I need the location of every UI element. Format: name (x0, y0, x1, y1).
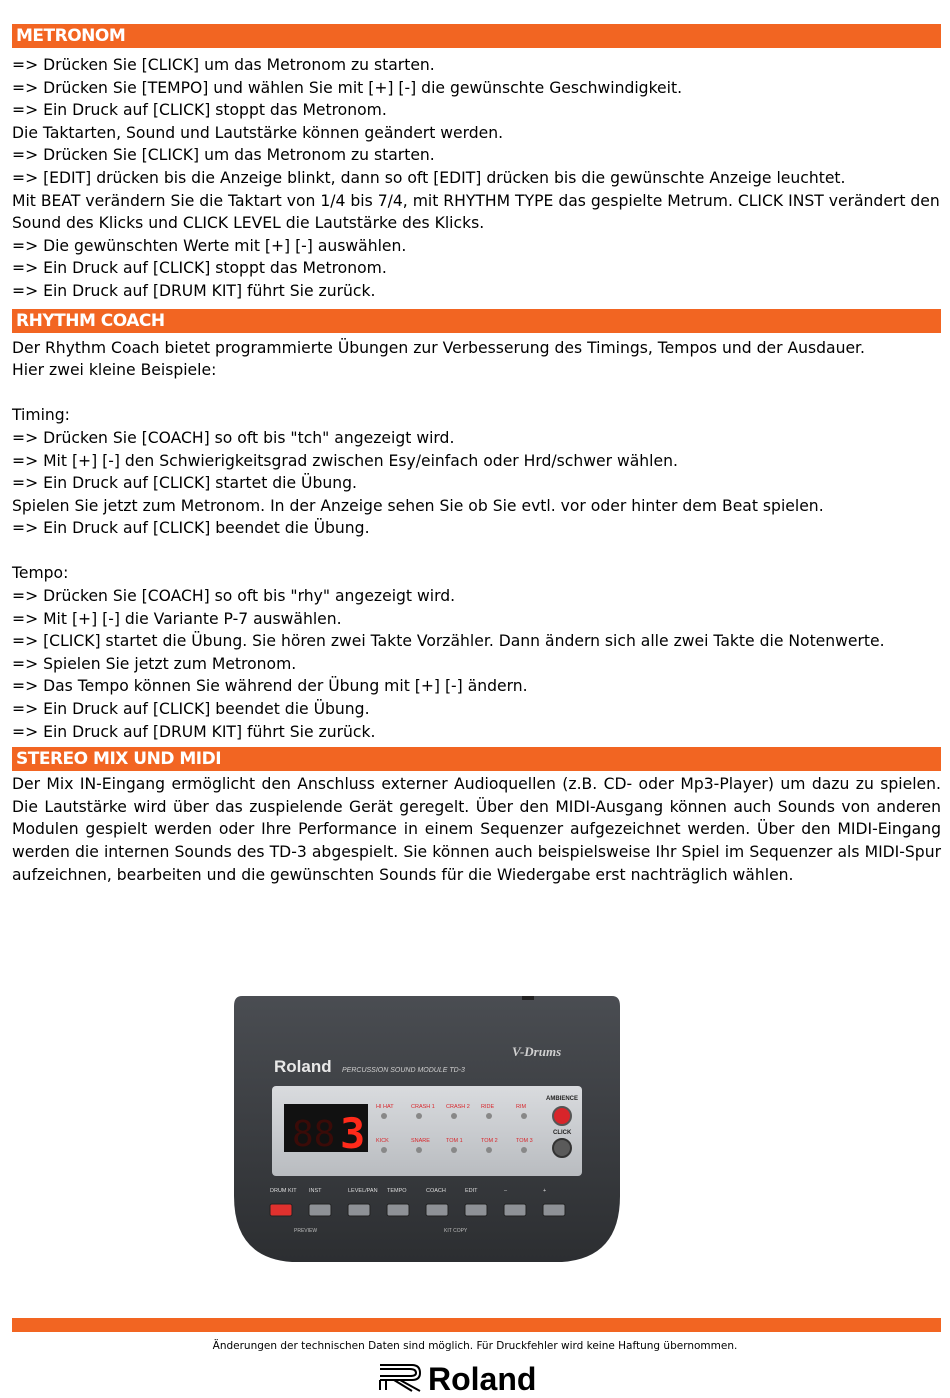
metronom-line: => Ein Druck auf [CLICK] stoppt das Metronom. (12, 259, 387, 278)
tempo-line: => Ein Druck auf [CLICK] beendet die Übung. (12, 700, 370, 719)
roland-logo (376, 1360, 576, 1394)
rhythm-intro-1: Der Rhythm Coach bietet programmierte Übungen zur Verbesserung des Timings, Tempos und der Ausdauer. (12, 338, 865, 357)
section-title-rhythm-coach: RHYTHM COACH (12, 309, 941, 333)
tempo-justified-line: => [CLICK] startet die Übung. Sie hören zwei Takte Vorzähler. Dann ändern sich alle zwei Takte die Notenwerte. (12, 632, 885, 651)
pad-led (486, 1147, 492, 1153)
tempo-line: => Das Tempo können Sie während der Übung mit [+] [-] ändern. (12, 677, 528, 696)
rhythm-intro-2: Hier zwei kleine Beispiele: (12, 361, 217, 380)
stereo-paragraph: Der Mix IN-Eingang ermöglicht den Anschluss externer Audioquellen (z.B. CD- oder Mp3-Player) um dazu zu spielen. Die Lautstärke wird über das zuspielende Gerät geregelt. Über den MIDI-Ausgang können auch Sounds von anderen Modulen gespielt werden oder Ihre Performance in einem Sequenzer aufgezeichnet werden. Über den MIDI-Eingang werden die internen Sounds des TD-3 abgespielt. Sie können auch beispielsweise Ihr Spiel im Sequenzer als MIDI-Spur aufzeichnen, bearbeiten und die gewünschten Sounds für die Wiedergabe erst nachträglich wählen. (12, 775, 941, 884)
device-button-label: EDIT (465, 1188, 478, 1194)
tempo-line: => Ein Druck auf [DRUM KIT] führt Sie zurück. (12, 722, 376, 741)
device-button (504, 1204, 526, 1216)
device-button-label: TEMPO (387, 1188, 407, 1194)
metronom-line: => Die gewünschten Werte mit [+] [-] auswählen. (12, 236, 407, 255)
pad-label: TOM 1 (446, 1138, 463, 1144)
metronom-lines (12, 54, 941, 190)
metronom-paragraph: Mit BEAT verändern Sie die Taktart von 1/4 bis 7/4, mit RHYTHM TYPE das gespielte Metrum. CLICK INST verändert den Sound des Klicks und CLICK LEVEL die Lautstärke des Klicks. (12, 191, 940, 233)
ambience-label: AMBIENCE (546, 1096, 579, 1102)
metronom-section (12, 24, 941, 303)
tempo-lines-b (12, 653, 941, 743)
pad-led (521, 1113, 527, 1119)
device-badge: V-Drums (512, 1044, 562, 1059)
pad-led (416, 1147, 422, 1153)
device-button (543, 1204, 565, 1216)
device-button-label: INST (309, 1188, 322, 1194)
pad-label: TOM 3 (516, 1138, 533, 1144)
section-title-metronom: METRONOM (12, 24, 941, 48)
timing-lines (12, 427, 941, 540)
section-title-stereo-mix: STEREO MIX UND MIDI (12, 747, 941, 771)
stereo-mix-section (12, 747, 941, 886)
footer-bar (12, 1318, 941, 1332)
metronom-line: => Drücken Sie [CLICK] um das Metronom zu starten. (12, 56, 435, 74)
device-button-label: LEVEL/PAN (348, 1188, 378, 1194)
tempo-lines-a (12, 585, 941, 630)
pad-led (416, 1113, 422, 1119)
tempo-heading: Tempo: (12, 564, 69, 583)
metronom-line: => Drücken Sie [TEMPO] und wählen Sie mit [+] [-] die gewünschte Geschwindigkeit. (12, 78, 683, 97)
timing-line: Spielen Sie jetzt zum Metronom. In der Anzeige sehen Sie ob Sie evtl. vor oder hinter dem Beat spielen. (12, 496, 824, 515)
pad-label: RIM (516, 1104, 527, 1110)
tempo-line: => Drücken Sie [COACH] so oft bis "rhy" angezeigt wird. (12, 587, 456, 606)
device-button-label: + (543, 1188, 547, 1194)
device-brand: Roland (274, 1057, 332, 1076)
device-button (348, 1204, 370, 1216)
tempo-line: => Spielen Sie jetzt zum Metronom. (12, 654, 297, 673)
roland-logo-text: Roland (428, 1361, 537, 1394)
kit-copy-label: KIT COPY (444, 1228, 468, 1234)
metronom-line: => Drücken Sie [CLICK] um das Metronom zu starten. (12, 146, 435, 165)
device-button (309, 1204, 331, 1216)
pad-led (451, 1113, 457, 1119)
device-button-label: COACH (426, 1188, 446, 1194)
device-button-label: DRUM KIT (270, 1188, 297, 1194)
device-button-label: – (504, 1188, 508, 1194)
metronom-line: Die Taktarten, Sound und Lautstärke können geändert werden. (12, 123, 504, 142)
device-button (270, 1204, 292, 1216)
metronom-line: => Ein Druck auf [DRUM KIT] führt Sie zurück. (12, 281, 376, 300)
metronom-lines-2 (12, 235, 941, 303)
timing-line: => Drücken Sie [COACH] so oft bis "tch" angezeigt wird. (12, 428, 455, 447)
device-display: 3 (340, 1109, 366, 1158)
click-label: CLICK (553, 1130, 572, 1136)
preview-label: PREVIEW (294, 1228, 318, 1234)
td3-module-image (232, 996, 622, 1266)
pad-led (486, 1113, 492, 1119)
document-page (12, 24, 941, 886)
pad-label: RIDE (481, 1104, 495, 1110)
pad-led (381, 1147, 387, 1153)
pad-label: HI HAT (376, 1104, 394, 1110)
device-button (387, 1204, 409, 1216)
tempo-line: => Mit [+] [-] die Variante P-7 auswählen. (12, 609, 342, 628)
pad-label: CRASH 2 (446, 1104, 470, 1110)
footer-note: Änderungen der technischen Daten sind möglich. Für Druckfehler wird keine Haftung übernommen. (212, 1340, 738, 1352)
pad-led (451, 1147, 457, 1153)
rhythm-coach-section (12, 309, 941, 744)
metronom-line: => [EDIT] drücken bis die Anzeige blinkt, dann so oft [EDIT] drücken bis die gewünschte Anzeige leuchtet. (12, 168, 846, 187)
pad-led (521, 1147, 527, 1153)
device-button (465, 1204, 487, 1216)
metronom-line: => Ein Druck auf [CLICK] stoppt das Metronom. (12, 101, 387, 120)
pad-label: KICK (376, 1138, 389, 1144)
timing-line: => Mit [+] [-] den Schwierigkeitsgrad zwischen Esy/einfach oder Hrd/schwer wählen. (12, 451, 678, 470)
device-button (426, 1204, 448, 1216)
pad-label: CRASH 1 (411, 1104, 435, 1110)
pad-label: TOM 2 (481, 1138, 498, 1144)
timing-heading: Timing: (12, 406, 70, 425)
timing-line: => Ein Druck auf [CLICK] beendet die Übung. (12, 519, 370, 538)
pad-label: SNARE (411, 1138, 430, 1144)
pad-led (381, 1113, 387, 1119)
timing-line: => Ein Druck auf [CLICK] startet die Übung. (12, 474, 357, 493)
svg-text:88: 88 (292, 1114, 336, 1155)
device-model: PERCUSSION SOUND MODULE TD-3 (342, 1067, 465, 1074)
